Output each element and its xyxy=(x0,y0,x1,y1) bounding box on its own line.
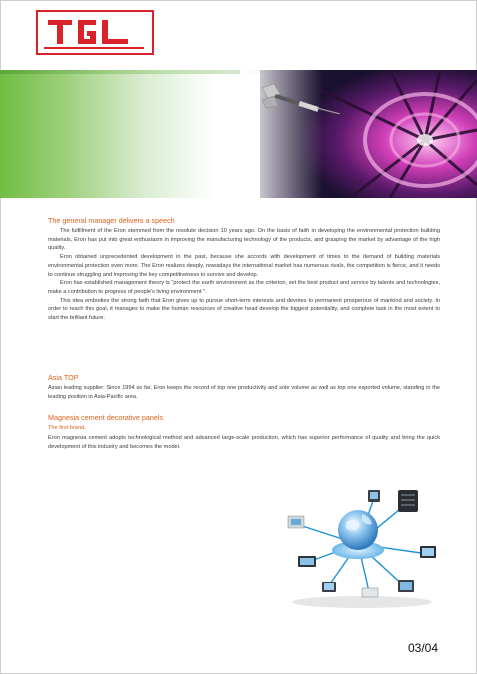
speech-paragraph-2: Eron obtained unprecedented development in the past, because she accords with development of times to the demand of building materials environmental protection even more. The Eron realizes deeply, nowadays the international market has numerous rivals, the competition is fierce, and it needs to continue struggling and improving the key competitiveness to survive and develop. xyxy=(48,254,440,278)
dartboard-banner xyxy=(0,70,477,198)
globe-network-icon xyxy=(278,484,446,608)
page-number: 03/04 xyxy=(408,641,439,655)
magnesia-subheading: The first brand. xyxy=(48,425,86,431)
asia-top-paragraph: Asian leading supplier: Since 1994 so far, Eron keeps the record of top one productivity and sole volume as well as top one exported volume, standing in the leading position in Asia-Pacific area. xyxy=(48,385,440,400)
section-asia-top xyxy=(48,373,440,401)
section-speech xyxy=(48,216,440,323)
speech-heading: The general manager delivers a speech xyxy=(48,216,175,225)
speech-paragraph-4: This idea embodies the strong faith that Eron gives up to pursue short-term interests and devotes to permanent prosperous of mankind and society. In order to reach this goal, it manages to make the human resources of creative head develop the biggest potentiality, and complete task in the most extent to start the brilliant future. xyxy=(48,297,440,322)
asia-top-heading: Asia TOP xyxy=(48,373,79,382)
section-magnesia xyxy=(48,413,440,451)
speech-paragraph-1: The fulfillment of the Eron stemmed from the resolute decision 10 years ago. On the basis of faith in developing the environmental protection building materials, Eron has put into great enthusiasm in improving the manufacturing technology of the products, and grasping the market by advantage of the high quality. xyxy=(48,228,440,252)
magnesia-paragraph: Eron magnesia cement adopts technological method and advanced large-scale production, which has superior performance of quality and bring the quick development of this industry and becomes the model. xyxy=(48,435,440,450)
magnesia-heading: Magnesia cement decorative panels xyxy=(48,413,164,422)
dart-icon xyxy=(262,84,342,119)
speech-paragraph-3: Eron has established management theory is "protect the earth environment as the criterion, set the best product and service by talents and technologies, make a contribution to progress of people's living environment ". xyxy=(48,280,440,295)
tgl-logo xyxy=(36,10,154,55)
